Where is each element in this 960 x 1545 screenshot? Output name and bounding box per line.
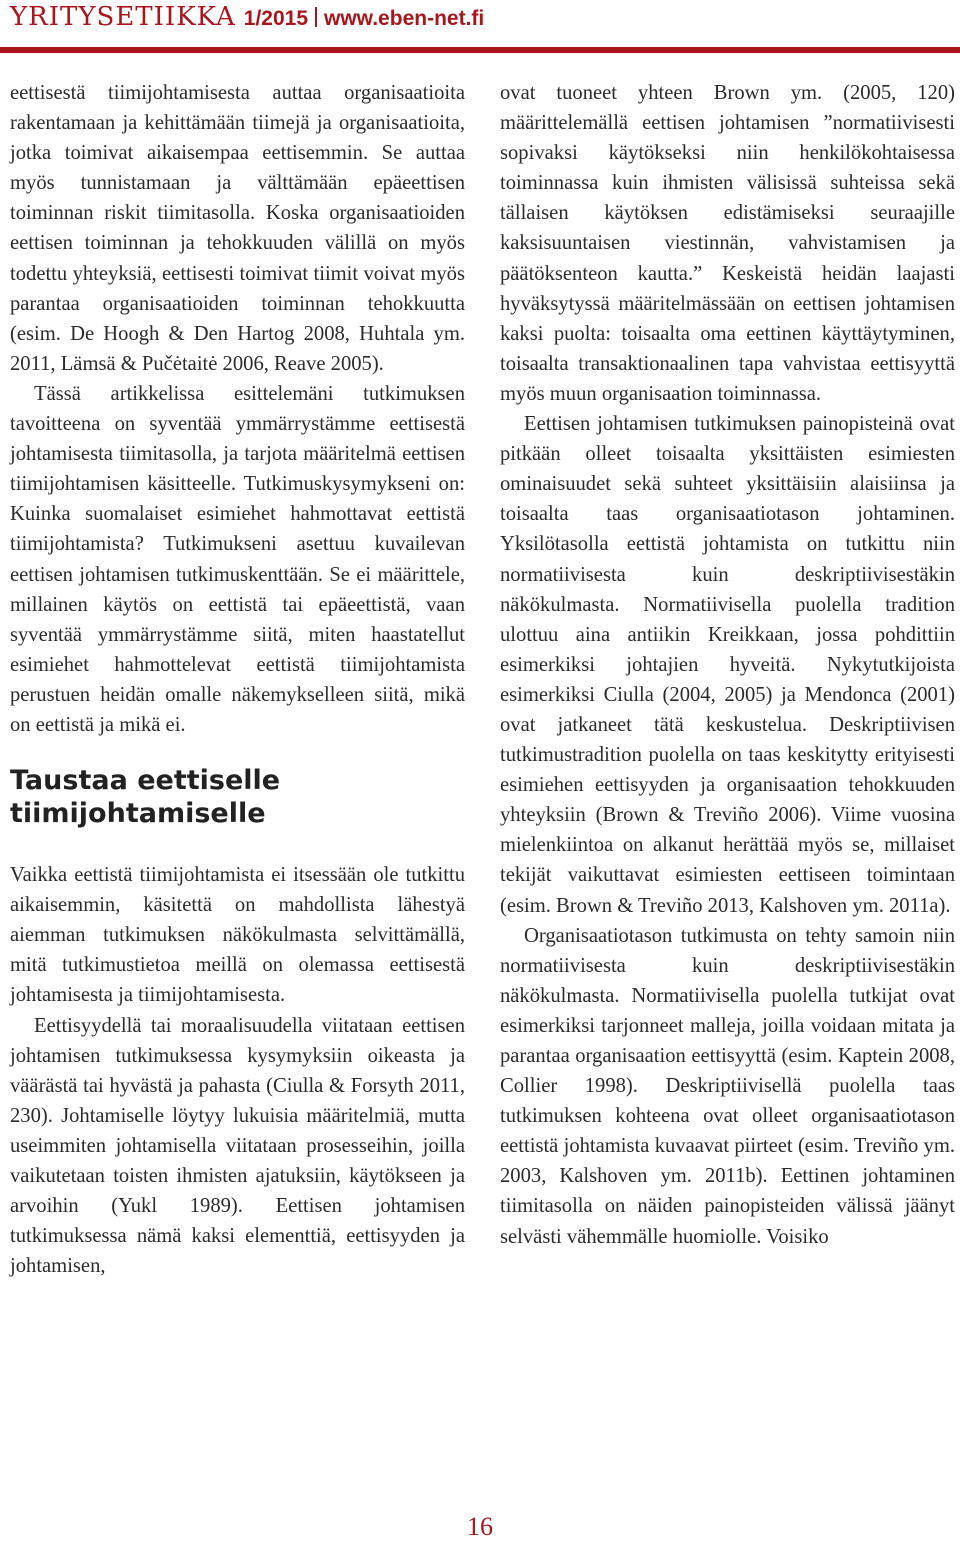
paragraph: ovat tuoneet yhteen Brown ym. (2005, 120) määrittelemällä eettisen johtamisen ”normatiivisesti sopivaksi käytökseksi niin henkilökohtaisessa toiminnassa kuin ihmisten välisissä suhteissa sekä tällaisen käytöksen edistämiseksi seuraajille kaksisuuntaisen viestinnän, vahvistamisen ja päätöksenteon kautta.” Keskeistä heidän laajasti hyväksytyssä määritelmässään on eettisen johtamisen kaksi puolta: toisaalta oma eettinen käyttäytyminen, toisaalta transaktionaalinen tapa vahvistaa eettisyyttä myös muun organisaation toiminnassa.: [500, 82, 955, 405]
paragraph: eettisestä tiimijohtamisesta auttaa organisaatioita rakentamaan ja kehittämään tiimejä ja organisaatioita, jotka toimivat aikaisempaa eettisemmin. Se auttaa myös tunnistamaan ja välttämään epäeettisen toiminnan riskit tiimitasolla. Koska organisaatioiden eettisen toiminnan ja tehokkuuden välillä on myös todettu yhteyksiä, eettisesti toimivat tiimit voivat myös parantaa organisaatioiden toiminnan tehokkuutta (esim. De Hoogh & Den Hartog 2008, Huhtala ym. 2011, Lämsä & Pučėtaitė 2006, Reave 2005).: [10, 82, 465, 375]
left-column: [10, 78, 465, 1281]
section-heading-line: tiimijohtamiselle: [10, 798, 266, 830]
header-separator: [315, 7, 317, 27]
issue-number: 1/2015: [243, 7, 308, 30]
running-header: [10, 2, 484, 42]
paragraph: Tässä artikkelissa esittelemäni tutkimuksen tavoitteena on syventää ymmärrystämme eettisestä johtamisesta tiimitasolla, ja tarjota määritelmä eettisen tiimijohtamisen käsitteelle. Tutkimuskysymykseni on: Kuinka suomalaiset esimiehet hahmottavat eettistä tiimijohtamista? Tutkimukseni asettuu kuvailevan eettisen johtamisen tutkimuskenttään. Se ei määrittele, millainen käytös on eettistä tai epäeettistä, vaan syventää ymmärrystämme siitä, miten haastatellut esimiehet hahmottelevat eettistä tiimijohtamista perustuen heidän omalle näkemykselleen siitä, mikä on eettistä ja mikä ei.: [10, 382, 465, 736]
paragraph: Eettisyydellä tai moraalisuudella viitataan eettisen johtamisen tutkimuksessa kysymyksiin oikeasta ja väärästä tai hyvästä ja pahasta (Ciulla & Forsyth 2011, 230). Johtamiselle löytyy lukuisia määritelmiä, mutta useimmiten johtamisella viitataan prosesseihin, joilla vaikutetaan toisten ihmisten ajatuksiin, käytökseen ja arvoihin (Yukl 1989). Eettisen johtamisen tutkimuksessa nämä kaksi elementtiä, eettisyyden ja johtamisen,: [10, 1014, 465, 1278]
paragraph: Vaikka eettistä tiimijohtamista ei itsessään ole tutkittu aikaisemmin, käsitettä on mahdollista lähestyä aiemman tutkimuksen näkökulmasta selvittämällä, mitä tutkimustietoa meillä on olemassa eettisestä johtamisesta ja tiimijohtamisesta.: [10, 864, 465, 1007]
paragraph: Organisaatiotason tutkimusta on tehty samoin niin normatiivisesta kuin deskriptiivisestäkin näkökulmasta. Normatiivisella puolella tutkijat ovat esimerkiksi tarjonneet malleja, joilla voidaan mitata ja parantaa organisaation eettisyyttä (esim. Kaptein 2008, Collier 1998). Deskriptiivisellä puolella taas tutkimuksen kohteena ovat olleet organisaatiotason eettistä johtamista kuvaavat piirteet (esim. Treviño ym. 2003, Kalshoven ym. 2011b). Eettinen johtaminen tiimitasolla on näiden painopisteiden välissä jäänyt selvästi vähemmälle huomiolle. Voisiko: [500, 924, 955, 1248]
journal-title: YRITYSETIIKKA: [10, 2, 236, 32]
section-heading: [10, 764, 465, 830]
header-rule: [0, 47, 960, 53]
right-column: [500, 78, 955, 1252]
journal-url[interactable]: www.eben-net.fi: [324, 7, 485, 30]
paragraph: Eettisen johtamisen tutkimuksen painopisteinä ovat pitkään olleet toisaalta yksittäisten esimiesten ominaisuudet sekä suhteet yksittäisiin alaisiinsa ja toisaalta taas organisaatiotason johtaminen. Yksilötasolla eettistä johtamista on tutkittu niin normatiivisesta kuin deskriptiivisestäkin näkökulmasta. Normatiivisella puolella tradition ulottuu aina antiikin Kreikkaan, jossa pohdittiin esimerkiksi johtajien hyveitä. Nykytutkijoista esimerkiksi Ciulla (2004, 2005) ja Mendonca (2001) ovat jatkaneet tätä keskustelua. Deskriptiivisen tutkimustradition puolella on taas keskitytty erityisesti esimiehen eettisyyden ja organisaation tehokkuuden yhteyksiin (Brown & Treviño 2006). Viime vuosina mielenkiintoa on alkanut herättää myös se, millaiset tekijät vaikuttavat esimiesten eettiseen toimintaan (esim. Brown & Treviño 2013, Kalshoven ym. 2011a).: [500, 413, 955, 917]
page-number: 16: [467, 1512, 493, 1541]
section-heading-line: Taustaa eettiselle: [10, 765, 281, 797]
